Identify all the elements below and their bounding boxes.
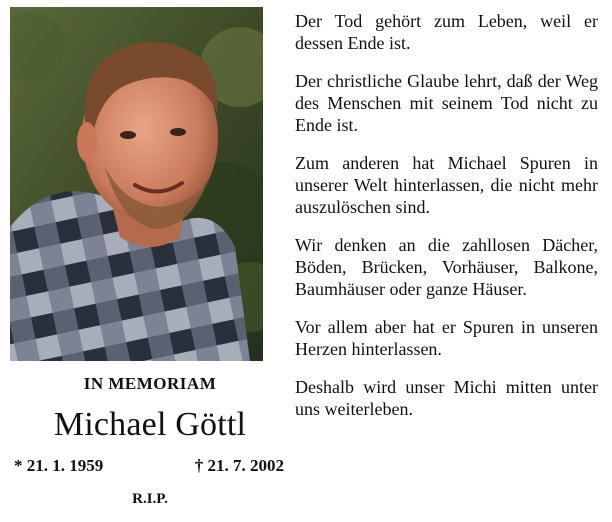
memorial-text bbox=[295, 10, 598, 420]
life-dates bbox=[14, 456, 284, 476]
deceased-name: Michael Göttl bbox=[53, 406, 247, 443]
paragraph: Deshalb wird unser Michi mitten unter uns weiterleben. bbox=[295, 377, 598, 419]
death-date: † 21. 7. 2002 bbox=[194, 456, 284, 475]
paragraph: Der christliche Glaube lehrt, daß der Weg des Menschen mit seinem Tod nicht zu Ende ist. bbox=[295, 71, 598, 135]
portrait-illustration bbox=[10, 7, 263, 361]
paragraph: Zum anderen hat Michael Spuren in unserer Welt hinterlassen, die nicht mehr auszulöschen sind. bbox=[295, 153, 598, 217]
portrait-photo bbox=[10, 7, 263, 361]
in-memoriam-heading: IN MEMORIAM bbox=[83, 374, 217, 393]
birth-date: * 21. 1. 1959 bbox=[14, 456, 104, 475]
paragraph: Wir denken an die zahllosen Dächer, Böden, Brücken, Vorhäuser, Balkone, Baumhäuser oder ganze Häuser. bbox=[295, 235, 598, 299]
paragraph: Vor allem aber hat er Spuren in unseren Herzen hinterlassen. bbox=[295, 317, 598, 359]
rip-text: R.I.P. bbox=[132, 491, 168, 507]
paragraph: Der Tod gehört zum Leben, weil er dessen Ende ist. bbox=[295, 11, 598, 53]
